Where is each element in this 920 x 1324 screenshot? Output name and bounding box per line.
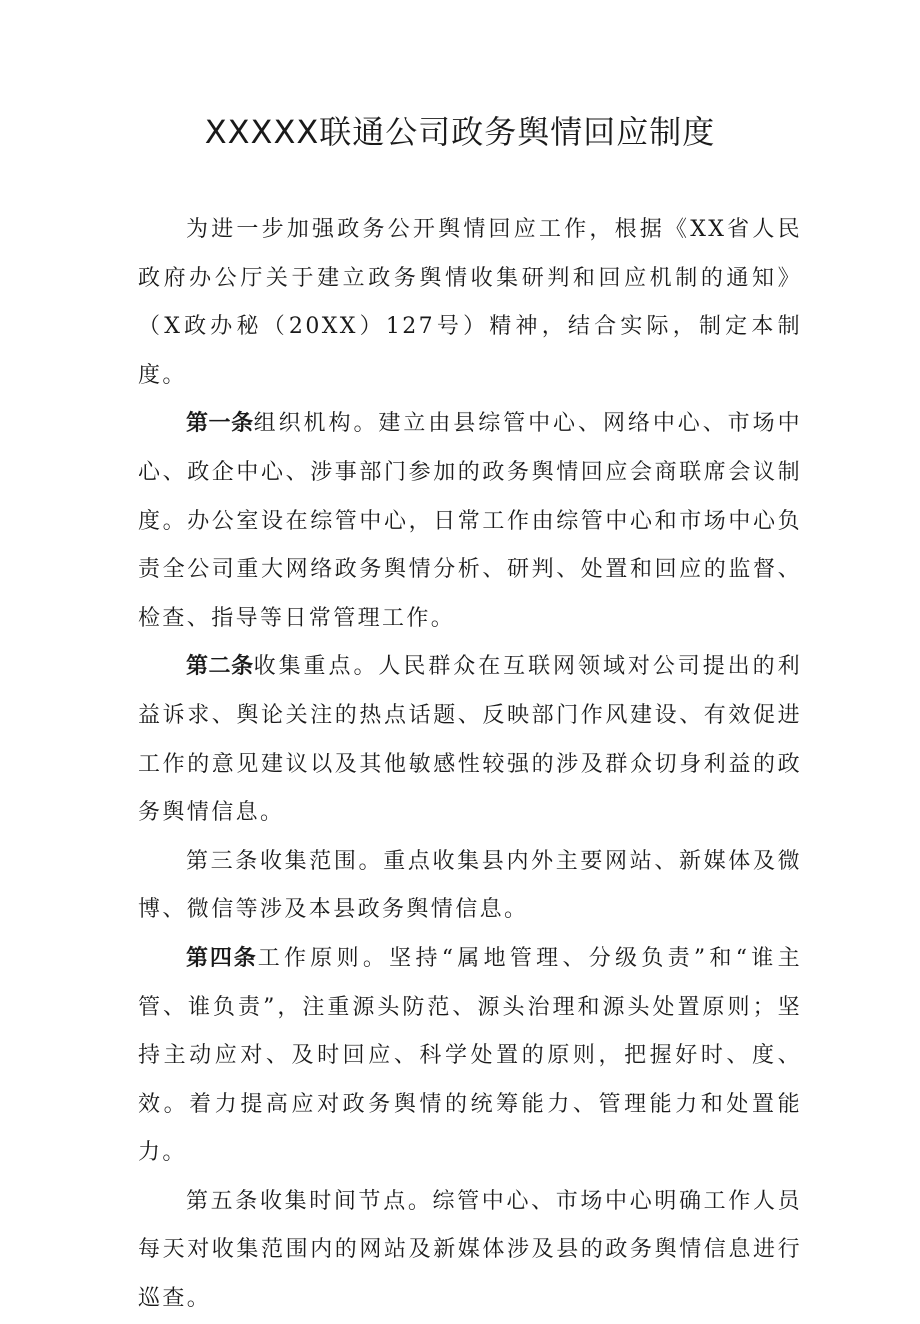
article-2-text: 收集重点。人民群众在互联网领域对公司提出的利益诉求、舆论关注的热点话题、反映部门作风建设、有效促进工作的意见建议以及其他敏感性较强的涉及群众切身利益的政务舆情信息。 xyxy=(138,654,802,826)
document-body xyxy=(138,206,802,1324)
article-1 xyxy=(138,400,802,643)
intro-paragraph: 为进一步加强政务公开舆情回应工作，根据《XX省人民政府办公厅关于建立政务舆情收集研判和回应机制的通知》（X政办秘（20XX）127号）精神，结合实际，制定本制度。 xyxy=(138,217,802,388)
article-3-text: 收集范围。重点收集县内外主要网站、新媒体及微博、微信等涉及本县政务舆情信息。 xyxy=(138,848,802,923)
article-3 xyxy=(138,838,802,935)
article-4-text: 工作原则。坚持“属地管理、分级负责”和“谁主管、谁负责”，注重源头防范、源头治理和源头处置原则；坚持主动应对、及时回应、科学处置的原则，把握好时、度、效。着力提高应对政务舆情的统筹能力、管理能力和处置能力。 xyxy=(138,945,802,1166)
article-4-heading: 第四条 xyxy=(186,945,258,971)
article-5 xyxy=(138,1178,802,1324)
article-4 xyxy=(138,935,802,1178)
document-title: XXXXX联通公司政务舆情回应制度 xyxy=(204,113,716,151)
article-2 xyxy=(138,643,802,837)
article-1-heading: 第一条 xyxy=(186,411,254,437)
article-1-text: 组织机构。建立由县综管中心、网络中心、市场中心、政企中心、涉事部门参加的政务舆情回应会商联席会议制度。办公室设在综管中心，日常工作由综管中心和市场中心负责全公司重大网络政务舆情分析、研判、处置和回应的监督、检查、指导等日常管理工作。 xyxy=(138,411,802,631)
article-2-heading: 第二条 xyxy=(186,654,254,680)
article-3-heading: 第三条 xyxy=(186,848,260,874)
article-5-heading: 第五条 xyxy=(186,1188,260,1214)
article-5-text: 收集时间节点。综管中心、市场中心明确工作人员每天对收集范围内的网站及新媒体涉及县的政务舆情信息进行巡查。 xyxy=(138,1188,802,1312)
